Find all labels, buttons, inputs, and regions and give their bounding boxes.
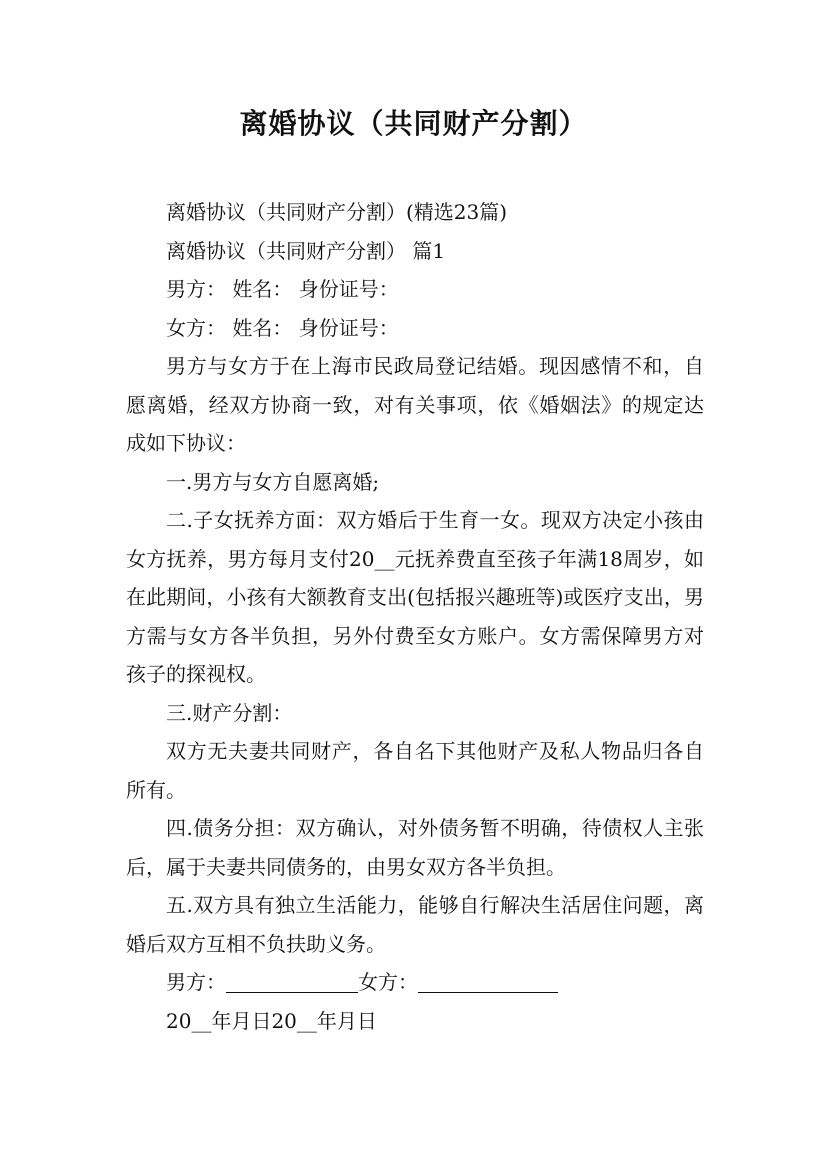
paragraph-clause-4-debt: 四.债务分担：双方确认，对外债务暂不明确，待债权人主张后，属于夫妻共同债务的，由男女双方各半负担。: [126, 816, 704, 879]
paragraph-male-party-info: 男方： 姓名： 身份证号：: [166, 277, 399, 301]
female-signature-label: 女方：: [358, 970, 418, 994]
paragraph-property-detail: 双方无夫妻共同财产，各自名下其他财产及私人物品归各自所有。: [126, 739, 704, 802]
male-signature-blank: [226, 966, 358, 993]
paragraph-clause-5-support: 五.双方具有独立生活能力，能够自行解决生活居住问题，离婚后双方互相不负扶助义务。: [126, 893, 704, 956]
paragraph-collection-title: 离婚协议（共同财产分割）(精选23篇): [166, 200, 508, 224]
document-body: [126, 193, 704, 1040]
female-signature-blank: [418, 966, 558, 993]
paragraph-clause-1: 一.男方与女方自愿离婚;: [166, 469, 380, 494]
male-signature-label: 男方：: [166, 970, 226, 994]
paragraph-clause-2-child-custody: 二.子女抚养方面：双方婚后于生育一女。现双方决定小孩由女方抚养，男方每月支付20__元抚养费直至孩子年满18周岁，如在此期间，小孩有大额教育支出(包括报兴趣班等)或医疗支出，男方需与女方各半负担，另外付费至女方账户。女方需保障男方对孩子的探视权。: [126, 508, 704, 686]
paragraph-article-heading: 离婚协议（共同财产分割） 篇1: [166, 238, 446, 263]
signature-line: [126, 963, 704, 1002]
paragraph-female-party-info: 女方： 姓名： 身份证号：: [166, 315, 399, 340]
document-title: 离婚协议（共同财产分割）: [239, 107, 588, 140]
paragraph-signature-dates: 20__年月日20__年月日: [166, 1008, 377, 1033]
paragraph-clause-3-property: 三.财产分割：: [166, 700, 293, 725]
paragraph-preamble: 男方与女方于在上海市民政局登记结婚。现因感情不和，自愿离婚，经双方协商一致，对有关事项，依《婚姻法》的规定达成如下协议：: [126, 354, 704, 455]
